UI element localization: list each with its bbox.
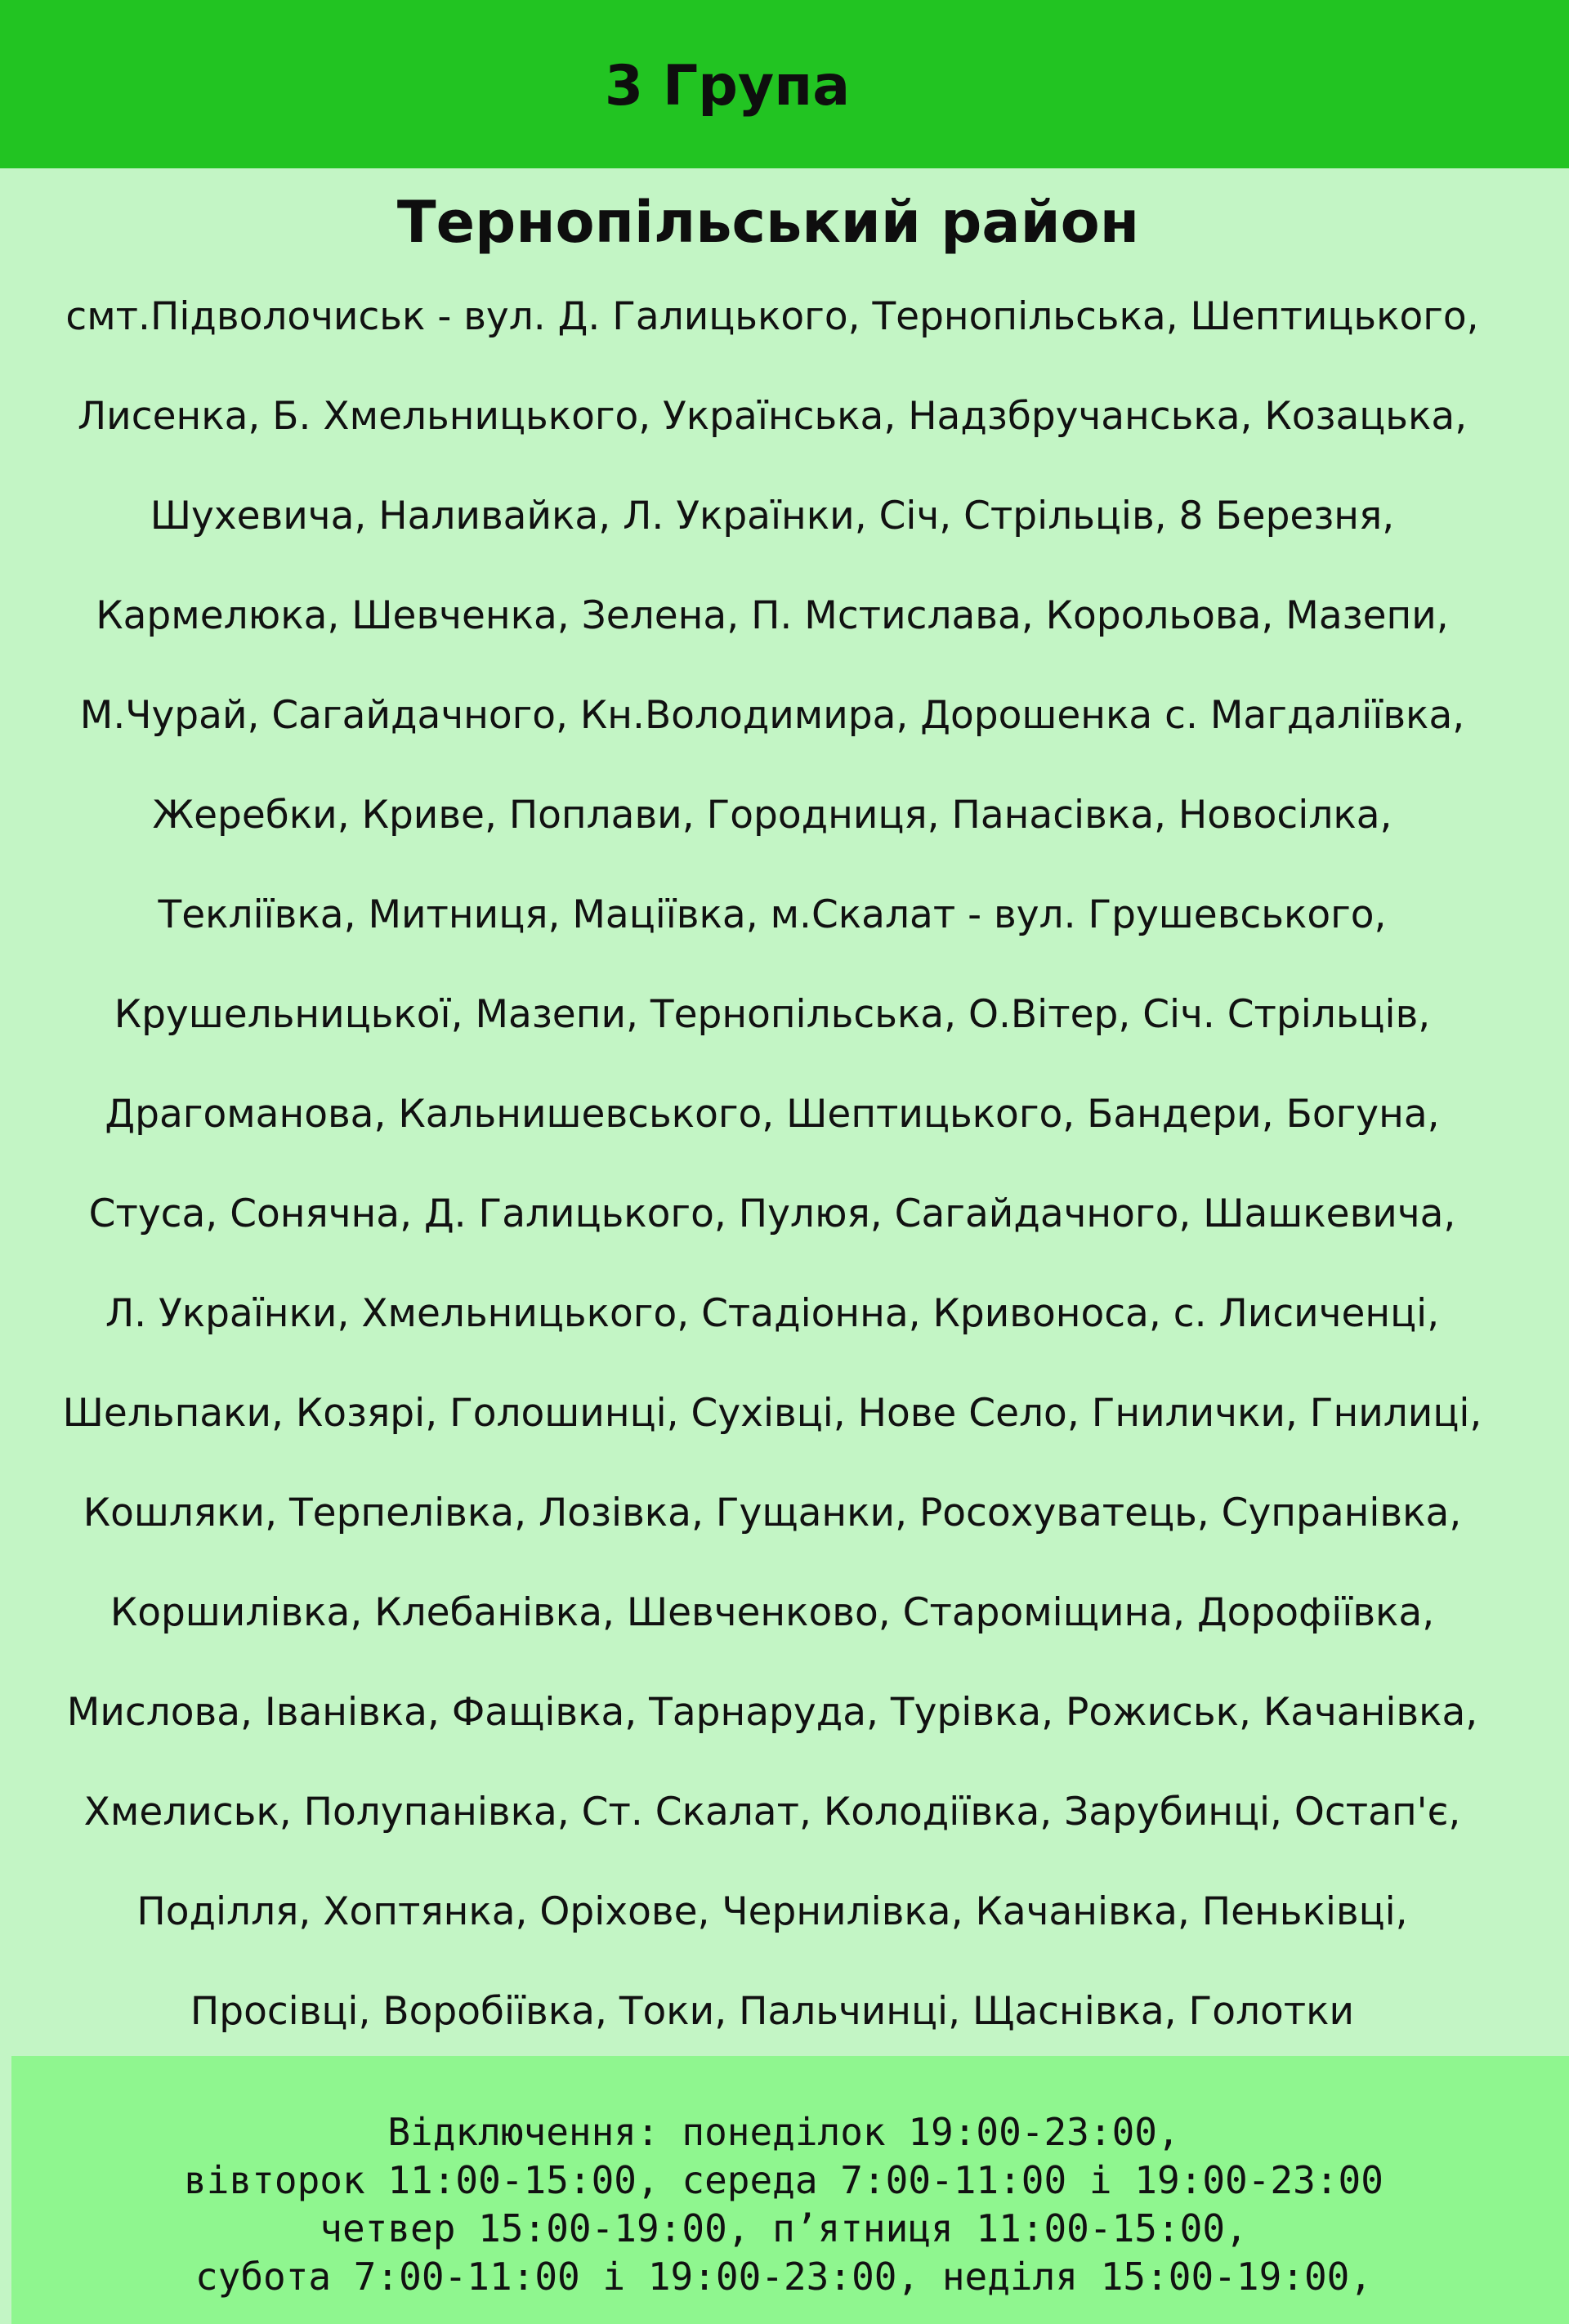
schedule-line: субота 7:00-11:00 і 19:00-23:00, неділя 15:00-19:00, [194, 2255, 1373, 2299]
address-list [0, 280, 1544, 2075]
address-line: Коршилівка, Клебанівка, Шевченково, Староміщина, Дорофіївка, [110, 1590, 1435, 1635]
address-line: Кошляки, Терпелівка, Лозівка, Гущанки, Росохуватець, Супранівка, [83, 1490, 1462, 1535]
address-line: Шухевича, Наливайка, Л. Українки, Січ, Стрільців, 8 Березня, [150, 494, 1395, 539]
outage-schedule [11, 2056, 1569, 2324]
address-line: Жеребки, Криве, Поплави, Городниця, Панасівка, Новосілка, [152, 793, 1392, 838]
address-line: Лисенка, Б. Хмельницького, Українська, Надзбручанська, Козацька, [77, 394, 1468, 439]
group-header [0, 0, 1569, 168]
address-line: Шельпаки, Козярі, Голошинці, Сухівці, Нове Село, Гнилички, Гнилиці, [62, 1391, 1482, 1436]
address-line: Крушельницької, Мазепи, Тернопільська, О.Вітер, Січ. Стрільців, [114, 992, 1431, 1037]
schedule-line: четвер 15:00-19:00, п’ятниця 11:00-15:00, [320, 2206, 1248, 2250]
address-line: Текліївка, Митниця, Маціївка, м.Скалат - вул. Грушевського, [158, 892, 1387, 937]
address-line: Стуса, Сонячна, Д. Галицького, Пулюя, Сагайдачного, Шашкевича, [88, 1191, 1456, 1236]
schedule-line: Відключення: понеділок 19:00-23:00, [387, 2110, 1180, 2154]
address-line: М.Чурай, Сагайдачного, Кн.Володимира, Дорошенка с. Магдаліївка, [79, 693, 1465, 738]
schedule-list [11, 2108, 1556, 2301]
address-line: Мислова, Іванівка, Фащівка, Тарнаруда, Турівка, Рожиськ, Качанівка, [66, 1690, 1478, 1735]
district-title: Тернопільський район [396, 189, 1140, 256]
address-line: Кармелюка, Шевченка, Зелена, П. Мстислава, Корольова, Мазепи, [96, 593, 1449, 638]
address-line: смт.Підволочиськ - вул. Д. Галицького, Тернопільська, Шептицького, [65, 294, 1479, 339]
address-line: Хмелиськ, Полупанівка, Ст. Скалат, Колодіївка, Зарубинці, Остап'є, [83, 1790, 1461, 1835]
address-line: Л. Українки, Хмельницького, Стадіонна, Кривоноса, с. Лисиченці, [105, 1291, 1440, 1336]
group-title: 3 Група [604, 54, 851, 118]
address-line: Поділля, Хоптянка, Оріхове, Чернилівка, Качанівка, Пеньківці, [136, 1889, 1408, 1934]
address-line: Просівці, Воробіївка, Токи, Пальчинці, Щаснівка, Голотки [190, 1989, 1355, 2034]
schedule-line: вівторок 11:00-15:00, середа 7:00-11:00 і 19:00-23:00 [184, 2158, 1383, 2202]
address-line: Драгоманова, Кальнишевського, Шептицького, Бандери, Богуна, [105, 1092, 1440, 1137]
